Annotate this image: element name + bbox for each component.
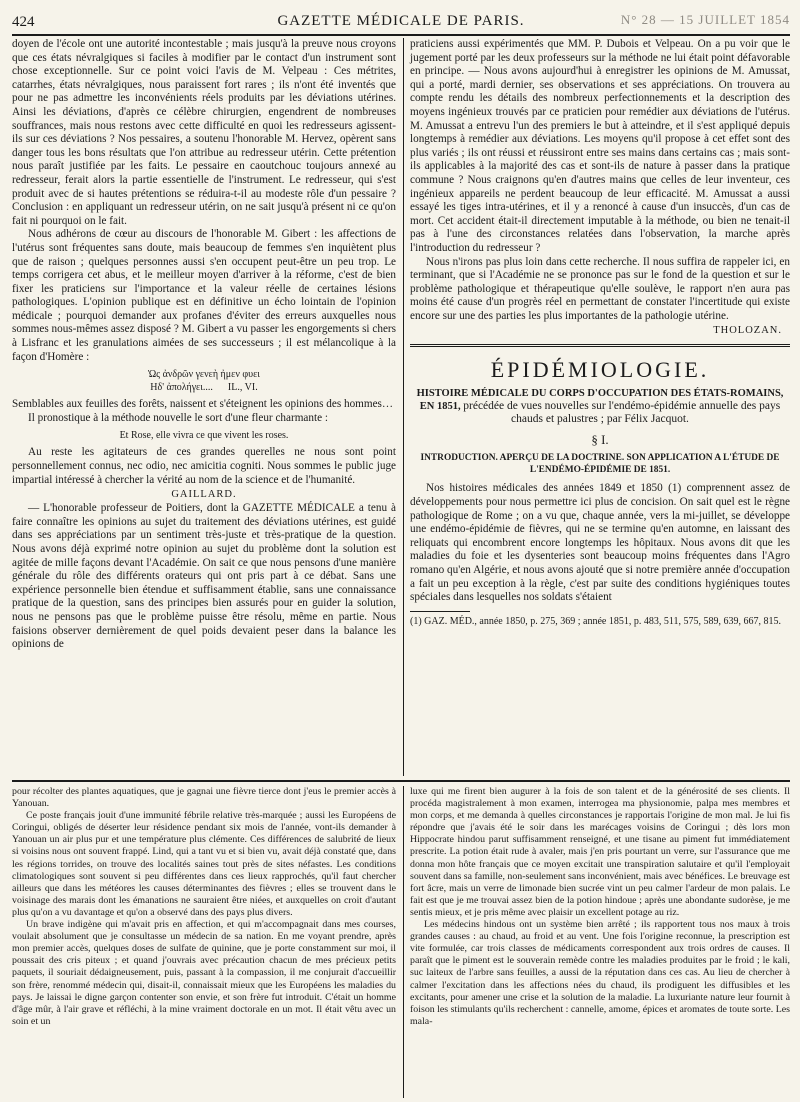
page-header (12, 8, 790, 36)
lower-left-column (12, 786, 396, 1028)
lower-right-para-1: luxe qui me firent bien augurer à la fois de son talent et de la générosité de ses clients. Il procéda magistralement à mon examen, interrogea ma physionomie, palpa mes membres et mon corps, et me demanda à quelles circonstances je rapportais l'origine de mon mal. Je lui fis répondre que j'avais été le soir dans les marécages voisins de Coringui ; dès lors mon Hippocrate hindou parut suffisamment renseigné, et une tisane au piment fut immédiatement prescrite. La potion était rude à avaler, mais j'en pris pourtant un verre, sur l'assurance que me donna mon hôte français que ce moyen excitait une transpiration salutaire et qu'il l'employait souvent dans sa famille, non-seulement sans inconvénient, mais avec bénéfices. Le breuvage est fort âcre, mais un verre de limonade bien sucrée vint un peu calmer l'ardeur de mon palais. Le fait est que je me trouvai assez bien de la potion hindoue ; après une abondante sudorèse, je me sentis mieux, et je pris même avec plaisir un excellent potage au riz. (410, 786, 790, 918)
journal-title: GAZETTE MÉDICALE DE PARIS. (277, 13, 525, 29)
bleed-through-text: N° 28 — 15 JUILLET 1854 (620, 12, 790, 27)
column-divider (403, 38, 404, 776)
left-column (12, 38, 396, 652)
right-para-3: Nos histoires médicales des années 1849 et 1850 (1) comprennent assez de développements pour nous permettre ici plus de concision. On sait quel est le règne pathologique de Rome ; on a vu que, chaque année, vers la mi-juillet, se développe une endémo-épidémie de fièvres, qui ne se termine qu'en automne, en laissant des reliquats qui encombrent encore longtemps les hôpitaux. Nous avons dit que les maladies du foie et les dysenteries sont beaucoup moins fréquentes dans l'Agro romano qu'en Algérie, et nous avons ajouté que si notre première année d'occupation a fait un peu exception à la règle, c'est par suite des conditions hygiéniques toutes spéciales dans lesquelles nos soldats s'étaient (410, 482, 790, 604)
lower-right-para-2: Les médecins hindous ont un système bien arrêté ; ils rapportent tous nos maux à trois grandes causes : au chaud, au froid et au vent. Une fois l'origine reconnue, la prescription est vite formulée, car trois classes de médicaments correspondent aux trois ordres de causes. Il paraît que le piment est le souverain remède contre les maladies produites par le froid ; le kali, suc laiteux de l'arbre sans feuilles, a aussi de la réputation dans ces cas. Au lieu de chercher à calmer l'excitation dans les affections nées du chaud, ils prodiguent les diffusibles et les excitants, pour amener une crise et la solution de la maladie. La luxuriante nature leur fournit à foison les stimulants qu'ils recherchent : cannelle, amome, épices et aromates de toute sorte. Les mala- (410, 919, 790, 1027)
left-para-6: — L'honorable professeur de Poitiers, dont la GAZETTE MÉDICALE a tenu à faire connaître les opinions au sujet du traitement des déviations utérines, est guidé dans ses appréciations par un sentiment très-juste et très-pratique de la question. Nous avons déjà exprimé notre opinion au sujet du problème dont la solution est agitée de mille façons devant l'Académie. On sait ce que nous pensons d'une manière générale du rôle des différents orateurs qui ont pris part à ce débat. Sans une expérience personnelle bien étendue et suffisamment établie, sans une connaissance pratique de la question, sans des principes bien assurés pour en guider la solution, nous ne pensons pas que le problème puisse être résolu, même en partie. Nous faisions observer dernièrement de quel poids devaient peser dans la balance les opinions de (12, 502, 396, 651)
intro-heading: INTRODUCTION. APERÇU DE LA DOCTRINE. SON APPLICATION A L'ÉTUDE DE L'ENDÉMO-ÉPIDÉMIE DE 1851. (420, 453, 780, 476)
signature-tholozan: THOLOZAN. (713, 325, 782, 337)
left-para-2: Nous adhérons de cœur au discours de l'honorable M. Gibert : les affections de l'utérus sont fréquentes sans doute, mais beaucoup de femmes s'en inquiètent plus que de raison ; quelques personnes aussi s'en occupent peut-être un peu trop. Le temps corrigera cet abus, et le meilleur moyen d'arriver à la réforme, c'est de bien fixer les praticiens sur l'importance et la valeur réelle de certaines lésions pathologiques. L'opinion publique est en définitive un écho lointain de l'opinion médicale ; pourquoi demander aux profanes d'éviter des erreurs auxquelles nous sommes nous-mêmes assez disposé ? M. Gibert a vu passer les engorgements si chers à Lisfranc et les granulations aimées de ses successeurs ; il est mélancolique à la façon d'Homère : (12, 228, 396, 363)
section-divider (410, 344, 790, 347)
greek-quote (12, 368, 396, 394)
footnote-rule (410, 611, 470, 612)
article-subtitle: précédée de vues nouvelles sur l'endémo-épidémie annuelle des pays chauds et palustres ; par Félix Jacquot. (463, 400, 781, 426)
left-para-4: Il pronostique à la méthode nouvelle le sort d'une fleur charmante : (28, 411, 328, 424)
lower-section (12, 786, 790, 1098)
section-number: § I. (591, 432, 609, 448)
lower-right-column (410, 786, 790, 1028)
verse-quote: Et Rose, elle vivra ce que vivent les roses. (119, 430, 289, 442)
horizontal-divider (12, 780, 790, 782)
signature-gaillard: GAILLARD. (171, 489, 237, 501)
footnote: (1) GAZ. MÉD., année 1850, p. 275, 369 ; année 1851, p. 483, 511, 575, 589, 639, 667, 815. (410, 615, 781, 627)
greek-line-2: Ηδ' ἀπολήγει.... IL., VI. (150, 382, 258, 394)
right-column (410, 38, 790, 628)
page-number: 424 (12, 14, 35, 30)
lower-left-para-3: Un brave indigène qui m'avait pris en affection, et qui m'accompagnait dans mes courses, voulait absolument que je consultasse un médecin de sa nation. En me voyant prendre, après mon premier accès, quelques doses de sulfate de quinine, que je porte constamment sur moi, il poussait des cris piteux ; et quand j'ouvrais avec précaution chacun de mes précieux petits paquets, il souriait dédaigneusement, puis, passant à la compassion, il me conjurait d'accueillir son frère, renommé médecin qui, disait-il, connaissait mieux que les Européens les maladies du pays. Je laissai le digne garçon contenter son envie, et son frère fut introduit. C'était un homme d'âge mûr, à l'air grave et réfléchi, à la mine vraiment doctorale en un mot. Il était vêtu avec un soin et un (12, 919, 396, 1027)
article-title (414, 387, 786, 426)
left-para-3: Semblables aux feuilles des forêts, naissent et s'éteignent les opinions des hommes… (12, 398, 394, 411)
left-para-1: doyen de l'école ont une autorité incontestable ; mais jusqu'à la preuve nous croyons que ces états névralgiques si faciles à modifier par le contact d'un instrument sont chose exceptionnelle. Sur ce point voici l'avis de M. Velpeau : Ces métrites, catarrhes, états névralgiques, nous paraissent fort rares ; ils n'ont été inventés que pour ne pas admettre les inconvénients réels produits par les déviations utérines. Ainsi les déviations, d'après ce célèbre chirurgien, engendrent de nombreuses souffrances, mais nous restons avec cette difficulté en quoi les redresseurs agissent-ils sur ces déviations ? Nos pessaires, a soutenu l'honorable M. Hervez, opèrent sans danger tous les bons résultats que l'on attribue au redresseur utérin. Cette prétention nous paraît justifiée par les faits. Le pessaire en caoutchouc toujours annexé au redresseur, ferait alors la partie essentielle de l'instrument. Le redresseur, qui s'est produit avec de si hautes prétentions se réduira-t-il au modeste rôle d'un pessaire ? Conclusion : en appliquant un redresseur utérin, on ne sait jusqu'à présent ni ce qu'on fait ni pourquoi on le fait. (12, 38, 396, 227)
upper-section (12, 38, 790, 776)
greek-line-1: Ὡς ἀνδρῶν γενεὴ ἠμεν φυει (148, 369, 260, 381)
article-title-main: HISTOIRE MÉDICALE DU CORPS D'OCCUPATION DES ÉTATS-ROMAINS, EN 1851, (416, 388, 784, 413)
right-para-1: praticiens aussi expérimentés que MM. P. Dubois et Velpeau. On a pu voir que le jugement porté par les deux professeurs sur la méthode ne lui était point défavorable en principe. — Nous avons aujourd'hui à enregistrer les opinions de M. Amussat, qui a porté, mardi dernier, ses observations et ses appréciations. On trouvera au compte rendu les détails des nombreux perfectionnements et la description des moyens ingénieux trouvés par ce praticien pour remédier aux déviations de l'utérus. M. Amussat a entrevu l'un des premiers le but à atteindre, et il s'est appliqué depuis longtemps à remédier aux déviations. Les moyens qu'il propose à cet effet sont des plus variés ; ils ont réussi et réussiront entre ses mains dans certains cas ; mais sont-ils applicables à la majorité des cas et sont-ils de nature à passer dans la pratique commune ? Nous craignons qu'en d'autres mains que celles de leur inventeur, ces ingénieux appareils ne perdent beaucoup de leur efficacité. M. Amussat a aussi essayé les tiges intra-utérines, et il y a renoncé à cause d'un insuccès, d'un cas de mort. Cet accident était-il directement imputable à la méthode, ou bien ne tenait-il pas à l'une des circonstances relatées dans l'observation, la marche après l'introduction du redresseur ? (410, 38, 790, 254)
section-title: ÉPIDÉMIOLOGIE. (490, 357, 710, 383)
greek-reference: IL., VI. (227, 382, 258, 394)
newspaper-page (12, 8, 790, 1098)
right-para-2: Nous n'irons pas plus loin dans cette recherche. Il nous suffira de rappeler ici, en terminant, que si l'Académie ne se prononce pas sur le fond de la question et sur le problème pathologique et thérapeutique qu'elle soulève, le rapport n'en aura pas moins été cause d'un progrès réel en permettant de constater l'incertitude qui existe encore sur une des parties les plus importantes de la pathologie utérine. (410, 255, 790, 322)
lower-left-para-2: Ce poste français jouit d'une immunité fébrile relative très-marquée ; aussi les Européens de Coringui, obligés de déserter leur résidence pendant six mois de l'année, vont-ils demander à Yanouan un air plus pur et une température plus clémente. Ces différences de salubrité de lieux si voisins nous ont souvent frappé. Lind, qui a tant vu et si bien vu, avait déjà constaté que, dans les régions torrides, on trouve des localités saines tout près de sites néfastes. Les conditions climatologiques sont souvent si peu différentes dans ces lieux rapprochés, qu'il faut chercher ailleurs que dans les météores les causes déterminantes des fièvres ; elles se trouvent dans le voisinage des marais dont les émanations ne sauraient être niées, et auxquelles on croit d'autant plus qu'on a vu davantage et qu'on a observé dans des pays plus divers. (12, 810, 396, 918)
lower-column-divider (403, 786, 404, 1098)
lower-left-para-1: pour récolter des plantes aquatiques, que je gagnai une fièvre tierce dont j'eus le premier accès à Yanouan. (12, 786, 396, 810)
left-para-5: Au reste les agitateurs de ces grandes querelles ne nous sont point personnellement connus, nec odio, nec amicitia cogniti. Nous sommes le public juge impartial intéressé à chercher la vérité au nom de la science et de l'humanité. (12, 446, 396, 486)
